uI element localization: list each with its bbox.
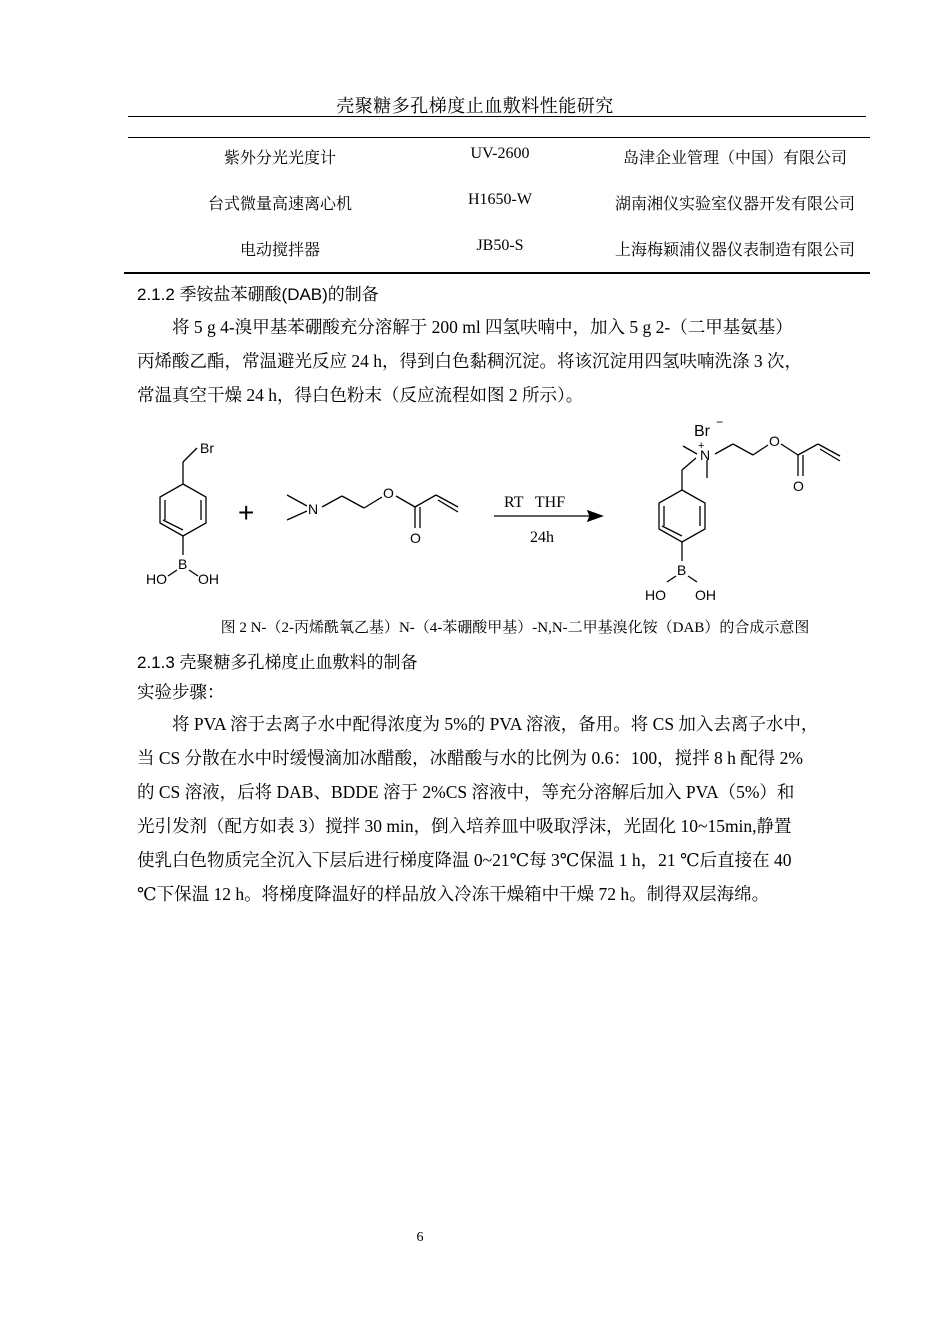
paragraph-2-1-3 bbox=[137, 707, 873, 911]
atom-br-anion: Br bbox=[694, 423, 710, 440]
paragraph-line: 常温真空干燥 24 h，得白色粉末（反应流程如图 2 所示）。 bbox=[137, 385, 584, 405]
paragraph-line: 光引发剂（配方如表 3）搅拌 30 min，倒入培养皿中吸取浮沫，光固化 10~15min,静置 bbox=[137, 816, 792, 836]
reaction-conditions-top: RT THF bbox=[504, 494, 566, 511]
equipment-model: UV-2600 bbox=[470, 145, 530, 162]
table-row bbox=[124, 145, 870, 169]
equipment-maker: 岛津企业管理（中国）有限公司 bbox=[622, 150, 847, 167]
paragraph-line: ℃下保温 12 h。将梯度降温好的样品放入冷冻干燥箱中干燥 72 h。制得双层海绵。 bbox=[137, 884, 770, 904]
section-title-2-1-2: 2.1.2 季铵盐苯硼酸(DAB)的制备 bbox=[137, 285, 379, 304]
equipment-name: 台式微量高速离心机 bbox=[207, 196, 352, 213]
cation-charge: + bbox=[698, 440, 705, 452]
atom-o: O bbox=[410, 530, 421, 546]
atom-o: O bbox=[769, 433, 780, 449]
reaction-scheme bbox=[130, 410, 870, 610]
plus-sign: + bbox=[238, 497, 255, 528]
header-rule bbox=[128, 116, 866, 117]
page-header: 壳聚糖多孔梯度止血敷料性能研究 bbox=[336, 96, 614, 116]
table-row bbox=[124, 191, 870, 215]
figure-caption: 图 2 N-（2-丙烯酰氧乙基）N-（4-苯硼酸甲基）-N,N-二甲基溴化铵（DAB）的合成示意图 bbox=[220, 620, 810, 636]
atom-n-plus: N bbox=[700, 447, 711, 463]
atom-oh: OH bbox=[198, 571, 219, 587]
atom-ho: HO bbox=[645, 587, 666, 603]
paragraph-line: 当 CS 分散在水中时缓慢滴加冰醋酸，冰醋酸与水的比例为 0.6：100，搅拌 8 h 配得 2% bbox=[137, 748, 803, 768]
atom-b: B bbox=[178, 556, 188, 572]
equipment-model: H1650-W bbox=[468, 191, 532, 208]
paragraph-2-1-2 bbox=[137, 310, 873, 412]
equipment-model: JB50-S bbox=[476, 237, 524, 254]
section-title-2-1-3: 2.1.3 壳聚糖多孔梯度止血敷料的制备 bbox=[137, 653, 418, 672]
paragraph-line: 丙烯酸乙酯，常温避光反应 24 h，得到白色黏稠沉淀。将该沉淀用四氢呋喃洗涤 3 次， bbox=[137, 351, 802, 371]
reaction-conditions-bottom: 24h bbox=[530, 529, 554, 546]
step-label: 实验步骤： bbox=[137, 682, 225, 702]
equipment-maker: 上海梅颖浦仪器仪表制造有限公司 bbox=[614, 242, 855, 259]
page-number: 6 bbox=[416, 1230, 424, 1245]
atom-o: O bbox=[383, 485, 394, 501]
table-row bbox=[124, 237, 870, 261]
paragraph-line: 将 PVA 溶于去离子水中配得浓度为 5%的 PVA 溶液，备用。将 CS 加入去离子水中， bbox=[172, 714, 819, 734]
equipment-name: 电动搅拌器 bbox=[239, 242, 320, 259]
atom-n: N bbox=[308, 501, 319, 517]
reaction-arrow bbox=[494, 511, 602, 521]
table-top-rule bbox=[128, 137, 870, 138]
table-bottom-rule bbox=[124, 272, 870, 274]
atom-br: Br bbox=[200, 440, 214, 456]
equipment-name: 紫外分光光度计 bbox=[223, 150, 336, 167]
paragraph-line: 使乳白色物质完全沉入下层后进行梯度降温 0~21℃每 3℃保温 1 h，21 ℃后直接在 40 bbox=[137, 850, 792, 870]
anion-charge: − bbox=[716, 415, 724, 429]
equipment-maker: 湖南湘仪实验室仪器开发有限公司 bbox=[614, 196, 855, 213]
atom-oh: OH bbox=[695, 587, 716, 603]
atom-ho: HO bbox=[146, 571, 167, 587]
atom-b: B bbox=[677, 562, 687, 578]
paragraph-line: 将 5 g 4-溴甲基苯硼酸充分溶解于 200 ml 四氢呋喃中，加入 5 g 2-（二甲基氨基） bbox=[172, 317, 793, 337]
paragraph-line: 的 CS 溶液，后将 DAB、BDDE 溶于 2%CS 溶液中，等充分溶解后加入 PVA（5%）和 bbox=[137, 782, 795, 802]
atom-o: O bbox=[793, 478, 804, 494]
